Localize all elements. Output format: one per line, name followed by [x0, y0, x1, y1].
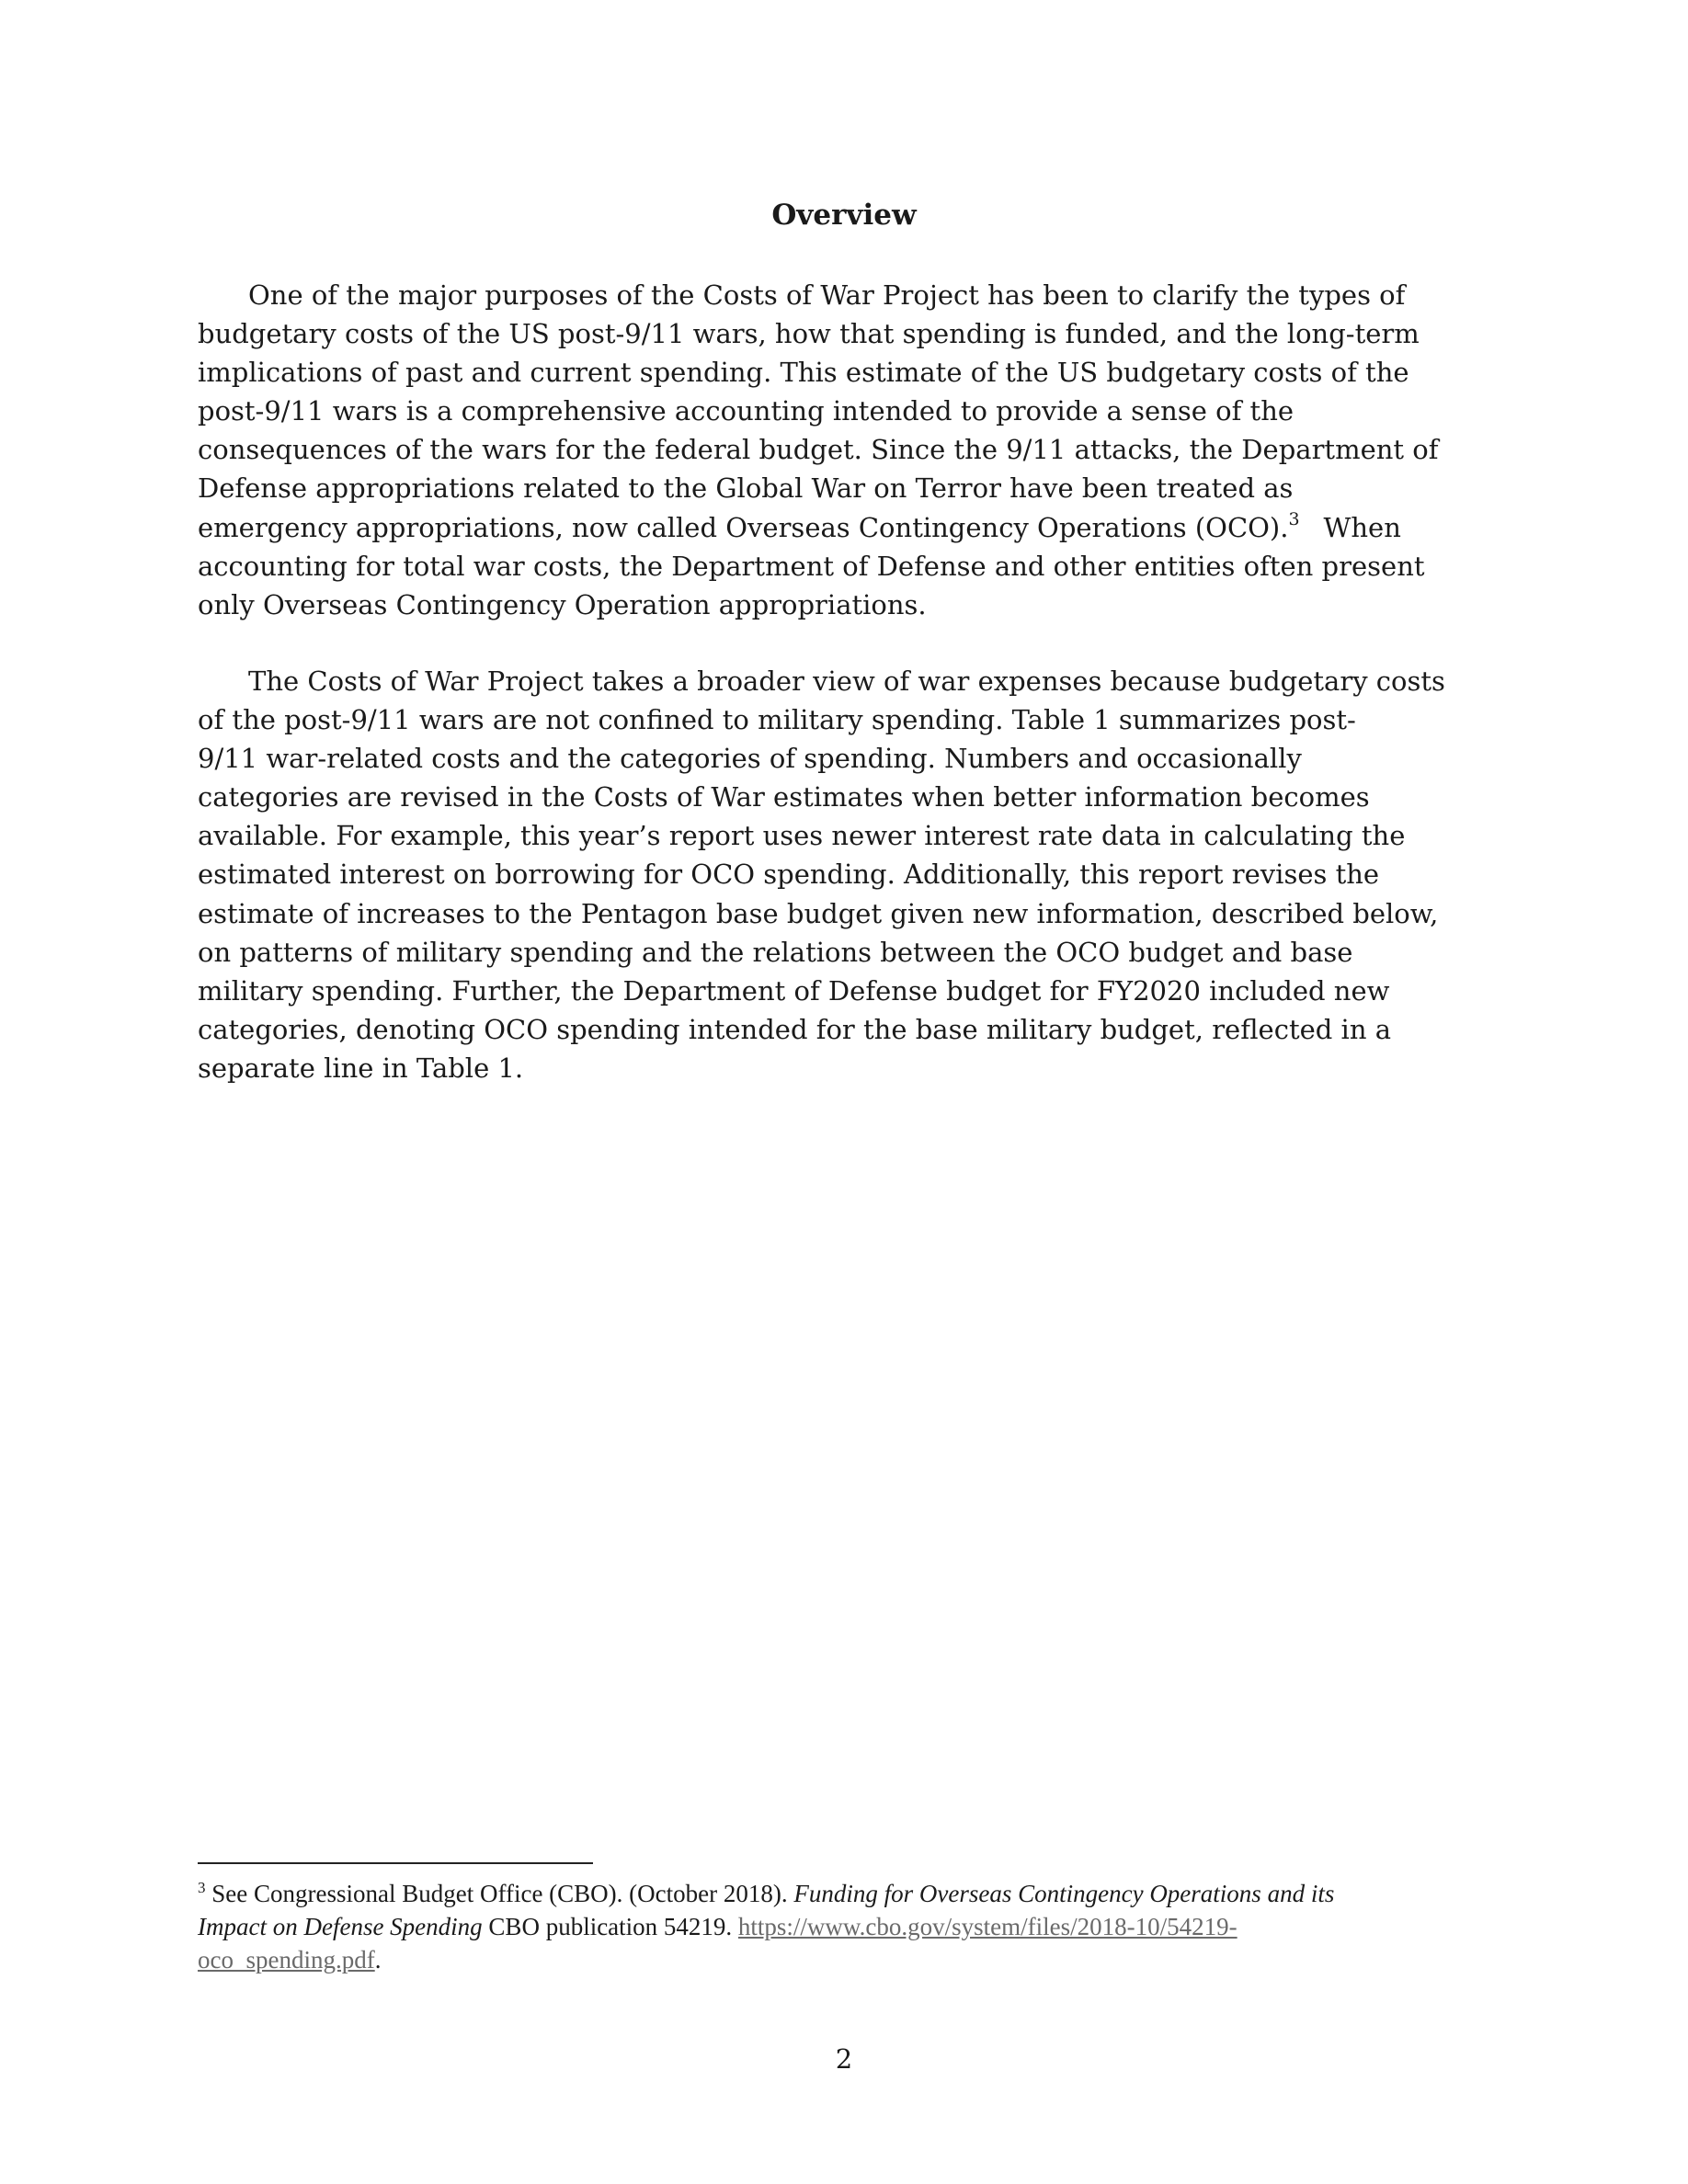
footnote-title: Impact on Defense Spending — [198, 1913, 483, 1940]
paragraph-line: accounting for total war costs, the Department of Defense and other entities often present — [198, 550, 1425, 582]
paragraph-line: estimated interest on borrowing for OCO spending. Additionally, this report revises the — [198, 859, 1380, 891]
footnote-reference[interactable]: 3 — [1288, 508, 1300, 529]
paragraph-line: available. For example, this year’s report uses newer interest rate data in calculating the — [198, 820, 1406, 852]
paragraph-line: military spending. Further, the Department of Defense budget for FY2020 included new — [198, 974, 1390, 1007]
footnote-text: See Congressional Budget Office (CBO). (October 2018). — [205, 1880, 794, 1907]
paragraph-line-with-footnote — [198, 508, 1494, 547]
paragraph-line: only Overseas Contingency Operation appropriations. — [198, 588, 927, 620]
paragraph-line: budgetary costs of the US post-9/11 wars, how that spending is funded, and the long-term — [198, 318, 1420, 350]
footnote-title: Funding for Overseas Contingency Operations and its — [793, 1880, 1335, 1907]
footnote-divider — [198, 1862, 593, 1864]
paragraph-line: separate line in Table 1. — [198, 1052, 524, 1084]
body-paragraph-1 — [198, 276, 1494, 624]
footnote-line — [198, 1877, 1494, 1910]
footnote-marker: 3 — [198, 1879, 206, 1896]
paragraph-line: consequences of the wars for the federal budget. Since the 9/11 attacks, the Department of — [198, 434, 1439, 466]
paragraph-line: implications of past and current spending. This estimate of the US budgetary costs of the — [198, 357, 1409, 389]
footnote — [198, 1877, 1494, 1976]
paragraph-line: The Costs of War Project takes a broader view of war expenses because budgetary costs — [248, 665, 1445, 697]
paragraph-line: of the post-9/11 wars are not confined to military spending. Table 1 summarizes post- — [198, 704, 1356, 736]
paragraph-line: on patterns of military spending and the relations between the OCO budget and base — [198, 936, 1353, 968]
footnote-line — [198, 1943, 1494, 1976]
paragraph-line: categories are revised in the Costs of War estimates when better information becomes — [198, 781, 1370, 813]
footnote-text: CBO publication 54219. — [482, 1913, 738, 1940]
footnote-line — [198, 1910, 1494, 1943]
footnote-link[interactable]: oco_spending.pdf — [198, 1946, 375, 1974]
paragraph-line: Defense appropriations related to the Global War on Terror have been treated as — [198, 472, 1294, 505]
paragraph-line: estimate of increases to the Pentagon base budget given new information, described below, — [198, 897, 1439, 929]
paragraph-line-text: emergency appropriations, now called Overseas Contingency Operations (OCO). — [198, 511, 1289, 543]
paragraph-line: post-9/11 wars is a comprehensive accounting intended to provide a sense of the — [198, 395, 1295, 427]
paragraph-line: 9/11 war-related costs and the categories of spending. Numbers and occasionally — [198, 743, 1302, 775]
section-heading: Overview — [771, 199, 917, 232]
paragraph-line: categories, denoting OCO spending intended for the base military budget, reflected in a — [198, 1013, 1392, 1045]
paragraph-line-tail: When — [1323, 511, 1401, 543]
paragraph-line: One of the major purposes of the Costs of War Project has been to clarify the types of — [248, 279, 1406, 311]
body-paragraph-2 — [198, 662, 1494, 1087]
footnote-trailing: . — [374, 1946, 382, 1974]
page-number: 2 — [835, 2043, 853, 2075]
footnote-link[interactable]: https://www.cbo.gov/system/files/2018-10/54219- — [737, 1913, 1237, 1940]
